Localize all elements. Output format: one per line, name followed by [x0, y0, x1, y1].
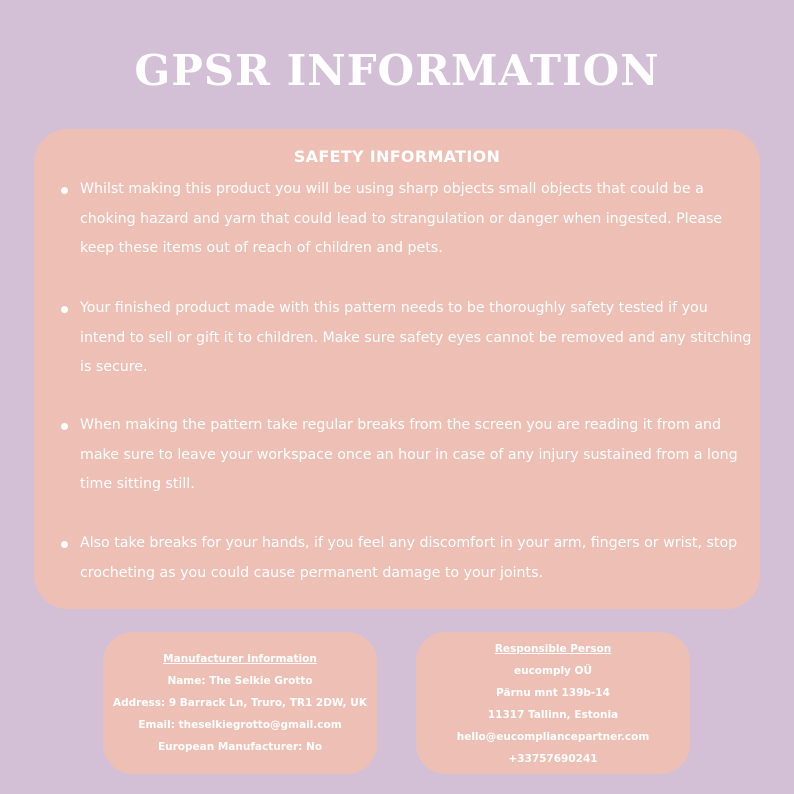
safety-item-text: Also take breaks for your hands, if you feel any discomfort in your arm, fingers or wrist, stop crocheting as you could cause permanent damage to your joints.	[80, 535, 738, 581]
responsible-city: 11317 Tallinn, Estonia	[487, 709, 619, 721]
responsible-email: hello@eucompliancepartner.com	[456, 731, 650, 743]
safety-item	[80, 294, 752, 383]
safety-item	[80, 411, 752, 500]
manufacturer-address: Address: 9 Barrack Ln, Truro, TR1 2DW, UK	[113, 697, 367, 709]
bullet-icon	[61, 423, 68, 430]
responsible-street: Pärnu mnt 139b-14	[496, 687, 610, 699]
bullet-icon	[61, 187, 68, 194]
safety-item-text: Your finished product made with this pattern needs to be thoroughly safety tested if you intend to sell or gift it to children. Make sure safety eyes cannot be removed and any stitching is secure.	[80, 300, 752, 375]
safety-item-text: When making the pattern take regular breaks from the screen you are reading it from and make sure to leave your workspace once an hour in case of any injury sustained from a long time sitting still.	[80, 417, 738, 492]
page-title: GPSR INFORMATION	[134, 46, 660, 95]
manufacturer-information-card	[103, 632, 377, 774]
responsible-company: eucomply OÜ	[513, 665, 593, 677]
manufacturer-email: Email: theselkiegrotto@gmail.com	[138, 719, 342, 731]
responsible-phone: +33757690241	[508, 753, 598, 765]
safety-item-text: Whilst making this product you will be using sharp objects small objects that could be a choking hazard and yarn that could lead to strangulation or danger when ingested. Please keep these items out of reach of children and pets.	[80, 181, 723, 256]
manufacturer-name: Name: The Selkie Grotto	[167, 675, 313, 687]
safety-item	[80, 529, 752, 588]
safety-information-card	[34, 129, 760, 609]
responsible-heading: Responsible Person	[494, 643, 612, 655]
responsible-person-card	[416, 632, 690, 774]
bullet-icon	[61, 306, 68, 313]
manufacturer-heading: Manufacturer Information	[163, 653, 317, 665]
safety-item	[80, 175, 752, 264]
manufacturer-european: European Manufacturer: No	[157, 741, 323, 753]
bullet-icon	[61, 541, 68, 548]
safety-heading: SAFETY INFORMATION	[293, 147, 501, 166]
